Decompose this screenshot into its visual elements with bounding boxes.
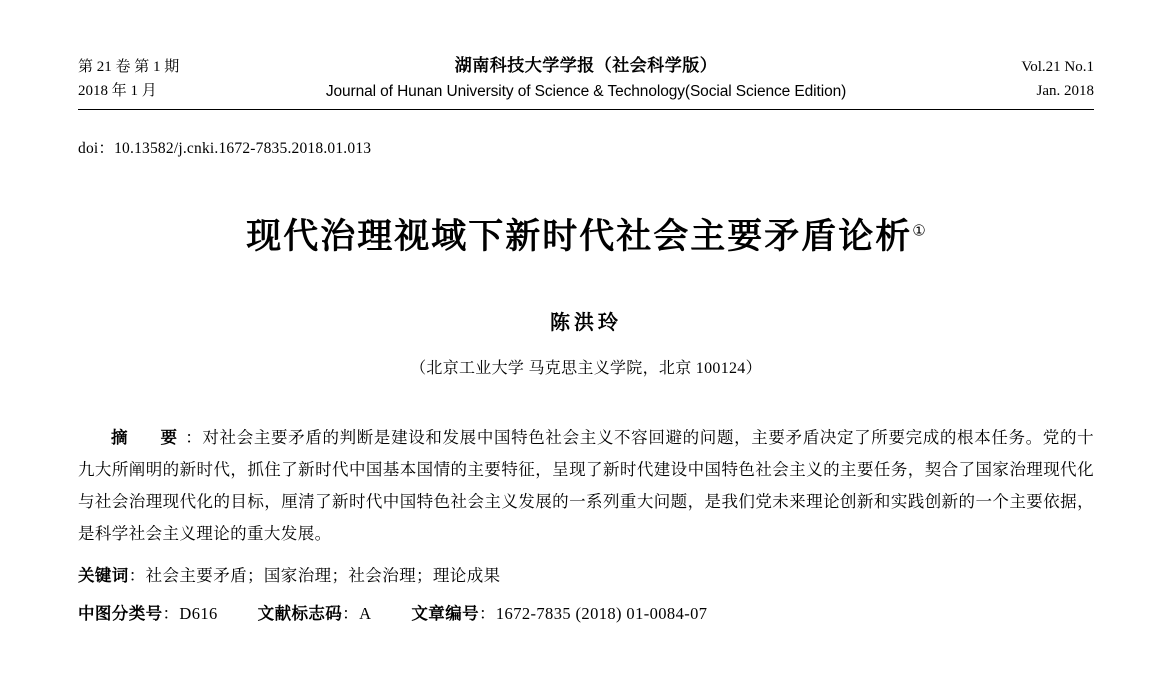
article-id-value: ：1672-7835 (2018) 01-0084-07 [479, 603, 708, 623]
masthead-divider [78, 109, 1094, 110]
title-footnote-marker: ① [912, 221, 926, 240]
abstract-paragraph [78, 422, 1094, 551]
page-title [78, 216, 1094, 260]
journal-name [278, 54, 894, 103]
article-id-label: 文章编号 [411, 603, 479, 623]
document-code [258, 600, 372, 624]
masthead-date-line-cn: 2018 年 1 月 [78, 82, 157, 99]
keywords-label: 关键词 [78, 566, 129, 586]
masthead [78, 0, 1094, 103]
article-id [411, 600, 707, 624]
masthead-date-line-en: Jan. 2018 [1036, 82, 1094, 99]
clc-value: ：D616 [162, 603, 218, 623]
journal-name-cn: 湖南科技大学学报（社会科学版） [454, 56, 718, 76]
document-code-label: 文献标志码 [257, 603, 343, 623]
masthead-volume-line: 第 21 卷 第 1 期 [78, 59, 180, 76]
doi-line: doi：10.13582/j.cnki.1672-7835.2018.01.013 [78, 139, 372, 157]
masthead-volume-issue-en [894, 56, 1094, 103]
clc-number [78, 600, 218, 624]
masthead-volume-line-en: Vol.21 No.1 [1021, 59, 1094, 76]
document-code-value: ：A [342, 603, 372, 623]
author-affiliation: （北京工业大学 马克思主义学院，北京 100124） [410, 359, 762, 377]
journal-name-en: Journal of Hunan University of Science & Technology(Social Science Edition) [325, 82, 847, 100]
article-title-text: 现代治理视域下新时代社会主要矛盾论析 [246, 216, 913, 257]
masthead-volume-issue [78, 56, 278, 103]
abstract-label: 摘 要 [111, 427, 186, 447]
author-name: 陈洪玲 [550, 309, 622, 334]
abstract-text: ：对社会主要矛盾的判断是建设和发展中国特色社会主义不容回避的问题，主要矛盾决定了所要完成的根本任务。党的十九大所阐明的新时代，抓住了新时代中国基本国情的主要特征，呈现了新时代建设中国特色社会主义的主要任务，契合了国家治理现代化与社会治理现代化的目标，厘清了新时代中国特色社会主义发展的一系列重大问题，是我们党未来理论创新和实践创新的一个主要依据，是科学社会主义理论的重大发展。 [78, 427, 1095, 544]
classification-line [78, 600, 1094, 624]
keywords-section [78, 560, 1094, 591]
abstract-section [78, 422, 1094, 551]
clc-label: 中图分类号 [78, 603, 163, 623]
keywords-text: ：社会主要矛盾；国家治理；社会治理；理论成果 [128, 566, 501, 586]
